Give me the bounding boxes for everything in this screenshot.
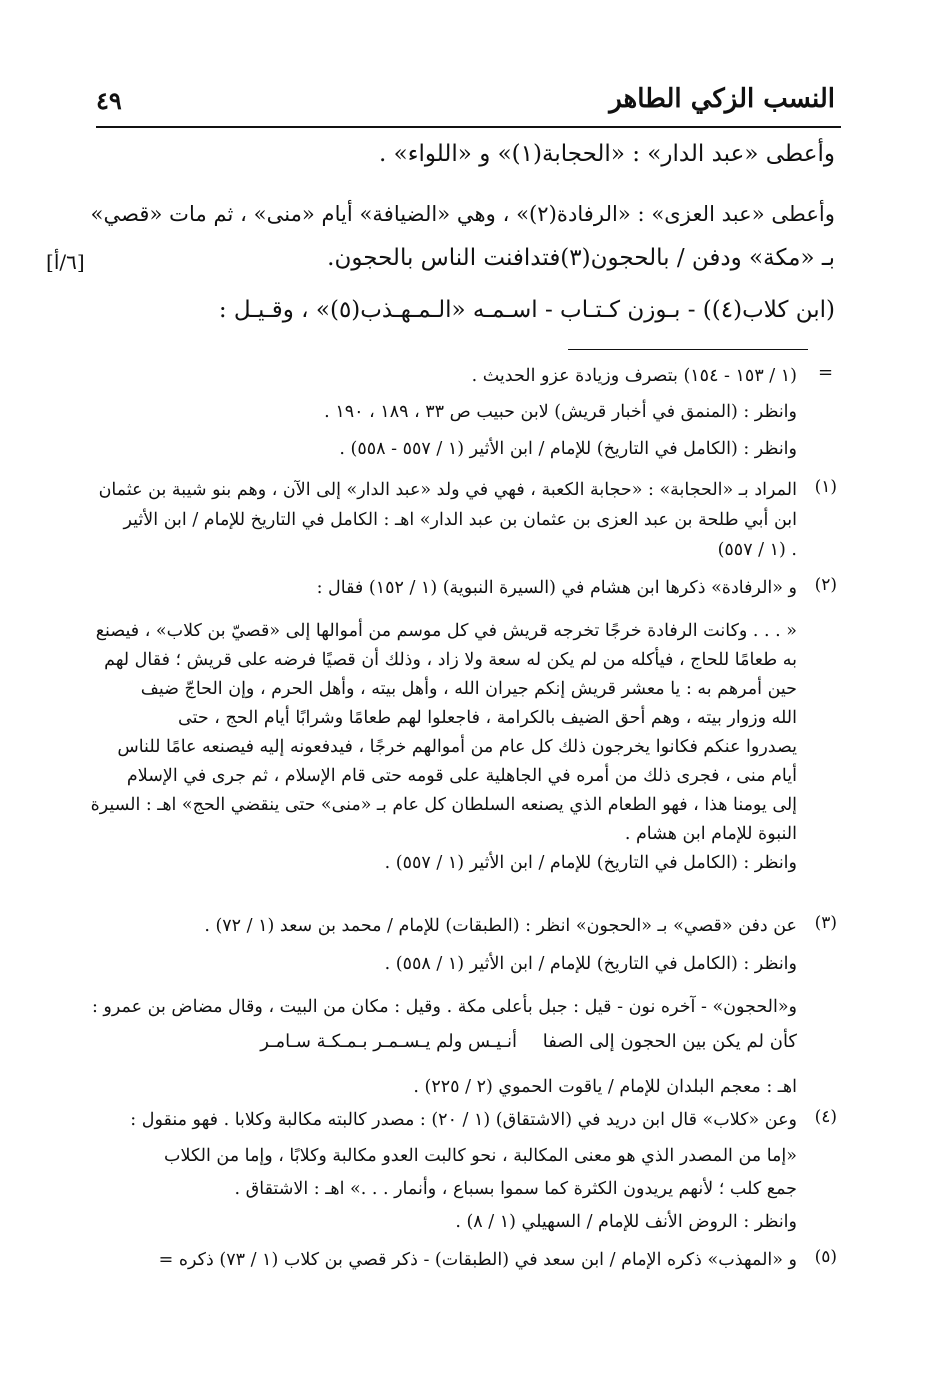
page-number: ٤٩ bbox=[96, 86, 122, 115]
footnote-number: (٣) bbox=[814, 913, 837, 933]
footnote-number: (٢) bbox=[814, 575, 837, 595]
footnote-line: «إما من المصدر الذي هو معنى المكالبة ، نحو كالبت العدو مكالبة وكلابًا ، وإما من الكلاب bbox=[164, 1146, 797, 1166]
main-text-line: وأعطى «عبد الدار» : «الحجابة(١)» و «اللواء» . bbox=[379, 141, 835, 167]
footnote-separator bbox=[568, 349, 808, 350]
header-rule bbox=[96, 126, 841, 128]
footnote-line: المراد بـ «الحجابة» : «حجابة الكعبة ، فهي في ولد «عبد الدار» إلى الآن ، وهم بنو شيبة بن عثمان bbox=[98, 480, 797, 500]
main-text-line: بـ «مكة» ودفن / بالحجون(٣)فتدافنت الناس بالحجون. bbox=[327, 245, 835, 271]
main-text-line: (ابن كلاب(٤)) - بـوزن كـتـاب - اسـمـه «الـمـهـذب(٥)» ، وقـيـل : bbox=[218, 297, 835, 323]
footnote-line: به طعامًا للحاج ، فيأكله من لم يكن له سعة ولا زاد ، وذلك أن قصيًا فرضه على قريش ؛ فقال لهم bbox=[104, 650, 797, 670]
footnote-line: يصدروا عنكم فكانوا يخرجون ذلك كل عام من أموالهم خرجًا ، فيدفعونه إليه فيصنعه عامًا للناس bbox=[117, 737, 797, 757]
footnote-line: و «المهذب» ذكره الإمام / ابن سعد في (الطبقات) - ذكر قصي بن كلاب (١ / ٧٣) ذكره = bbox=[158, 1250, 797, 1270]
footnote-line: (١ / ١٥٣ - ١٥٤) بتصرف وزيادة عزو الحديث . bbox=[471, 366, 797, 386]
footnote-line: وانظر : (المنمق في أخبار قريش) لابن حبيب ص ٣٣ ، ١٨٩ ، ١٩٠ . bbox=[324, 402, 797, 422]
verse-second-hemistich: أنـيـس ولم يـسـمـر بـمـكـة سـامـر bbox=[260, 1031, 517, 1052]
running-header-title: النسب الزكي الطاهر bbox=[609, 84, 835, 114]
main-text-line: وأعطى «عبد العزى» : «الرفادة(٢)» ، وهي «الضيافة» أيام «منى» ، ثم مات «قصي» bbox=[90, 201, 835, 226]
footnote-line: عن دفن «قصي» بـ «الحجون» انظر : (الطبقات) للإمام / محمد بن سعد (١ / ٧٢) . bbox=[204, 916, 797, 936]
continuation-mark: = bbox=[818, 362, 834, 383]
footnote-line: وانظر : (الكامل في التاريخ) للإمام / ابن الأثير (١ / ٥٥٧ - ٥٥٨) . bbox=[339, 439, 797, 459]
footnote-line: اهـ : معجم البلدان للإمام / ياقوت الحموي (٢ / ٢٢٥) . bbox=[413, 1077, 797, 1097]
footnote-line: وانظر : الروض الأنف للإمام / السهيلي (١ / ٨) . bbox=[455, 1212, 797, 1232]
footnote-number: (٥) bbox=[814, 1247, 837, 1267]
footnote-line: وانظر : (الكامل في التاريخ) للإمام / ابن الأثير (١ / ٥٥٨) . bbox=[384, 954, 797, 974]
footnote-line: و «الرفادة» ذكرها ابن هشام في (السيرة النبوية) (١ / ١٥٢) فقال : bbox=[316, 578, 797, 598]
footnote-line: أيام منى ، فجرى ذلك من أمره في الجاهلية على قومه حتى قام الإسلام ، ثم جرى في الإسلام bbox=[126, 766, 797, 786]
footnote-line: وانظر : (الكامل في التاريخ) للإمام / ابن الأثير (١ / ٥٥٧) . bbox=[384, 853, 797, 873]
footnote-line: إلى يومنا هذا ، فهو الطعام الذي يصنعه السلطان كل عام بـ «منى» حتى ينقضي الحج» اهـ : السيرة bbox=[90, 795, 797, 815]
verse-first-hemistich: كأن لم يكن بين الحجون إلى الصفا bbox=[542, 1031, 797, 1052]
footnote-line: (١ / ٥٥٧) . bbox=[717, 540, 797, 560]
footnote-line: الله وزوار بيته ، وهم أحق الضيف بالكرامة ، فاجعلوا لهم طعامًا وشرابًا أيام الحج ، حتى bbox=[178, 708, 797, 728]
footnote-line: النبوة للإمام ابن هشام . bbox=[624, 824, 797, 844]
manuscript-folio-mark: [٦/أ] bbox=[46, 250, 85, 274]
footnote-line: « . . . وكانت الرفادة خرجًا تخرجه قريش في كل موسم من أموالها إلى «قصيّ بن كلاب» ، فيصنع bbox=[95, 621, 797, 641]
footnote-line: و«الحجون» - آخره نون - قيل : جبل بأعلى مكة . وقيل : مكان من البيت ، وقال مضاض بن عمرو : bbox=[91, 997, 797, 1017]
footnote-line: وعن «كلاب» قال ابن دريد في (الاشتقاق) (١ / ٢٠) : مصدر كالبته مكالبة وكلابا . فهو منقول : bbox=[130, 1110, 797, 1130]
footnote-line: ابن أبي طلحة بن عبد العزى بن عثمان بن عبد الدار» اهـ : الكامل في التاريخ للإمام / ابن الأثير bbox=[123, 510, 797, 530]
footnote-line: حين أمرهم به : يا معشر قريش إنكم جيران الله ، وأهل بيته ، وأهل الحرم ، وإن الحاجّ ضيف bbox=[140, 679, 797, 699]
footnote-line: جمع كلب ؛ لأنهم يريدون الكثرة كما سموا بسباع ، وأنمار . . .» اهـ : الاشتقاق . bbox=[234, 1179, 797, 1199]
footnote-number: (١) bbox=[814, 477, 837, 497]
footnote-number: (٤) bbox=[814, 1107, 837, 1127]
